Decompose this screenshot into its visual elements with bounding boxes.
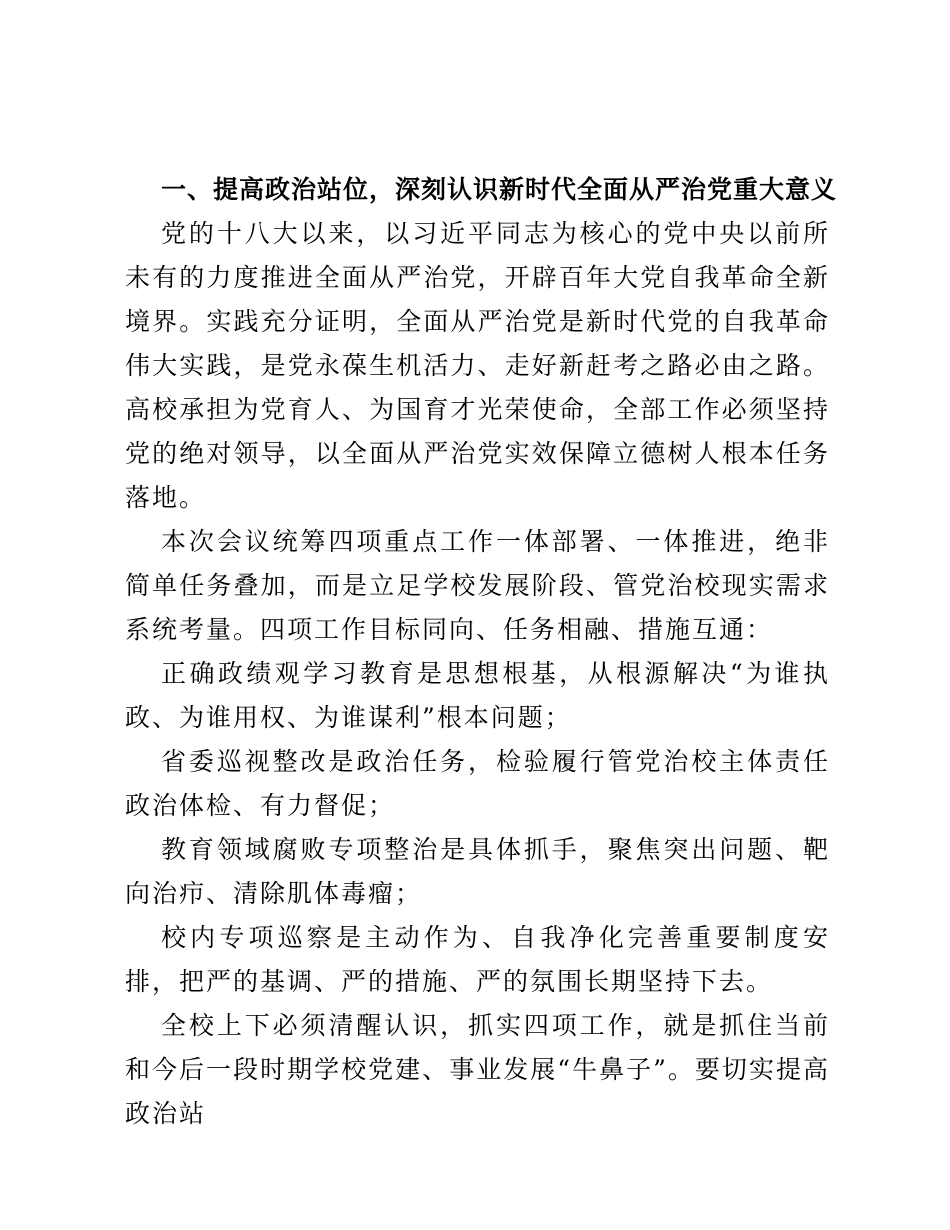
paragraph-inspection-rectification: 省委巡视整改是政治任务，检验履行管党治校主体责任政治体检、有力督促； — [125, 747, 830, 820]
paragraph-significance: 党的十八大以来，以习近平同志为核心的党中央以前所未有的力度推进全面从严治党，开辟百年大党自我革命全新境界。实践充分证明，全面从严治党是新时代党的自我革命伟大实践，是党永葆生机活力、走好新赶考之路必由之路。高校承担为党育人、为国育才光荣使命，全部工作必须坚持党的绝对领导，以全面从严治党实效保障立德树人根本任务落地。 — [125, 219, 830, 512]
paragraph-conclusion: 全校上下必须清醒认识，抓实四项工作，就是抓住当前和今后一段时期学校党建、事业发展“牛鼻子”。要切实提高政治站 — [125, 1011, 830, 1128]
section-heading: 一、提高政治站位，深刻认识新时代全面从严治党重大意义 — [161, 175, 838, 204]
paragraph-performance-education: 正确政绩观学习教育是思想根基，从根源解决“为谁执政、为谁用权、为谁谋利”根本问题； — [125, 659, 830, 732]
paragraph-anti-corruption: 教育领域腐败专项整治是具体抓手，聚焦突出问题、靶向治疖、清除肌体毒瘤； — [125, 835, 830, 908]
paragraph-meeting-overview: 本次会议统筹四项重点工作一体部署、一体推进，绝非简单任务叠加，而是立足学校发展阶段、管党治校现实需求系统考量。四项工作目标同向、任务相融、措施互通： — [125, 527, 830, 644]
document-body — [125, 168, 838, 1136]
paragraph-campus-inspection: 校内专项巡察是主动作为、自我净化完善重要制度安排，把严的基调、严的措施、严的氛围长期坚持下去。 — [125, 923, 830, 996]
